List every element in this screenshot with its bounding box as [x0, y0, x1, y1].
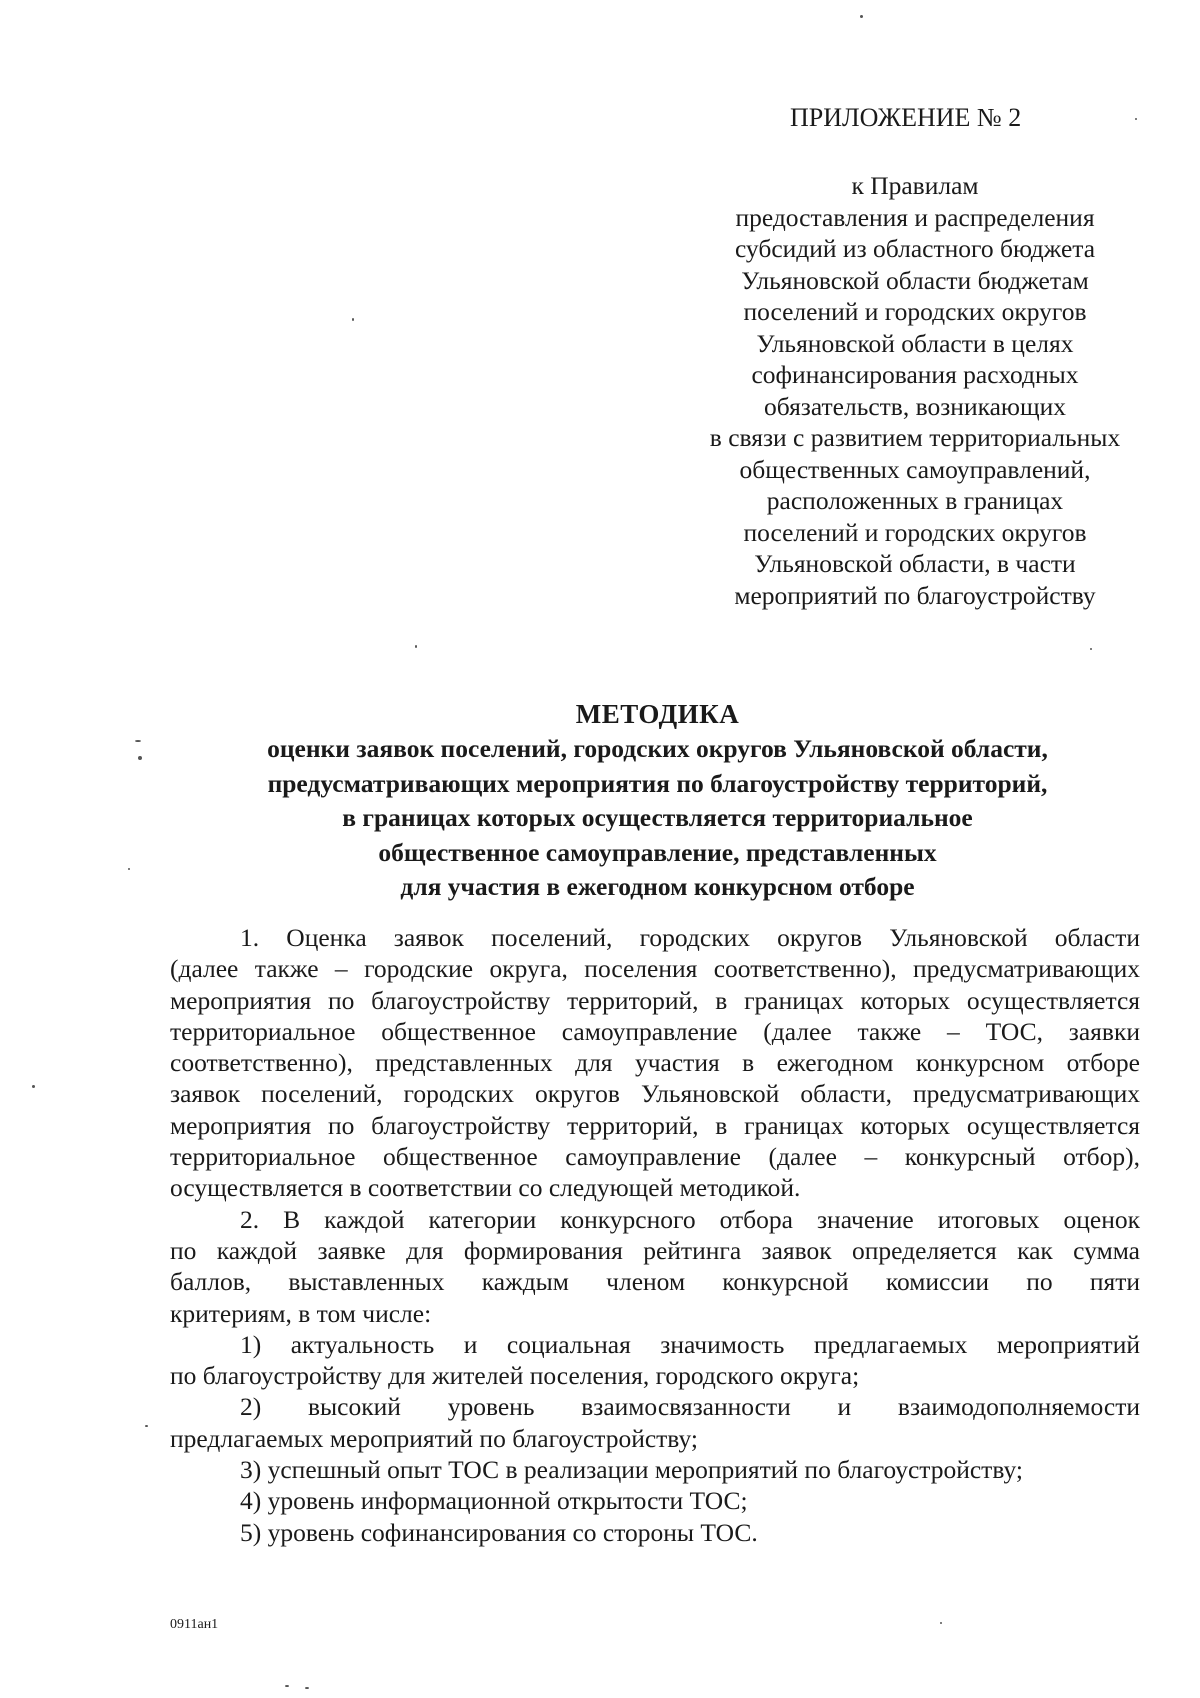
criterion-5 [170, 1517, 1140, 1548]
subtitle-line: предусматривающих мероприятия по благоустройству территорий, [267, 768, 1048, 798]
text-line: 1) актуальность и социальная значимость предлагаемых мероприятий [240, 1329, 1140, 1359]
scan-speck [860, 15, 863, 18]
reference-line: мероприятий по благоустройству [734, 580, 1096, 610]
scan-speck [940, 1622, 942, 1624]
document-title-block [170, 696, 1145, 905]
text-line: мероприятия по благоустройству территорий, в границах которых осуществляется [170, 985, 1140, 1015]
text-line: баллов, выставленных каждым членом конкурсной комиссии по пяти [170, 1267, 1140, 1297]
appendix-reference [680, 170, 1150, 611]
subtitle-line: в границах которых осуществляется территориальное [342, 803, 973, 832]
reference-line: Ульяновской области в целях [756, 328, 1074, 358]
text-line: территориальное общественное самоуправление (далее – конкурсный отбор), [170, 1142, 1140, 1172]
text-line: 4) уровень информационной открытости ТОС; [240, 1486, 748, 1516]
subtitle-line: общественное самоуправление, представленных [378, 837, 937, 867]
scan-speck [138, 756, 142, 760]
scan-speck [32, 1085, 35, 1088]
scan-speck [135, 740, 141, 742]
text-line: 5) уровень софинансирования со стороны ТОС. [240, 1517, 758, 1547]
reference-line: общественных самоуправлений, [739, 454, 1091, 484]
text-line: 3) успешный опыт ТОС в реализации мероприятий по благоустройству; [240, 1455, 1023, 1485]
reference-line: софинансирования расходных [751, 360, 1079, 389]
document-body [170, 922, 1140, 1548]
text-line: критериям, в том числе: [170, 1298, 432, 1328]
reference-line: в связи с развитием территориальных [709, 423, 1121, 452]
text-line: 1. Оценка заявок поселений, городских округов Ульяновской области [240, 923, 1140, 952]
paragraph-2 [170, 1204, 1140, 1329]
subtitle-line: оценки заявок поселений, городских округов Ульяновской области, [267, 734, 1048, 763]
reference-line: предоставления и распределения [735, 202, 1095, 232]
scan-speck [128, 868, 130, 870]
subtitle-line: для участия в ежегодном конкурсном отборе [400, 872, 915, 901]
document-title: МЕТОДИКА [575, 699, 740, 729]
reference-line: поселений и городских округов [743, 517, 1087, 547]
text-line: 2. В каждой категории конкурсного отбора значение итоговых оценок [240, 1204, 1140, 1234]
text-line: заявок поселений, городских округов Ульяновской области, предусматривающих [170, 1079, 1140, 1109]
scan-speck [352, 318, 354, 321]
text-line: по каждой заявке для формирования рейтинга заявок определяется как сумма [170, 1235, 1140, 1265]
text-line: 2) высокий уровень взаимосвязанности и взаимодополняемости [240, 1392, 1140, 1422]
reference-line: обязательств, возникающих [763, 391, 1066, 421]
text-line: территориальное общественное самоуправление (далее также – ТОС, заявки [170, 1016, 1140, 1046]
reference-line: Ульяновской области бюджетам [741, 265, 1089, 295]
text-line: (далее также – городские округа, поселения соответственно), предусматривающих [170, 954, 1140, 984]
paragraph-1 [170, 922, 1140, 1204]
reference-line: расположенных в границах [766, 486, 1064, 515]
scan-speck [1135, 118, 1137, 120]
reference-line: Ульяновской области, в части [754, 549, 1076, 578]
appendix-number: ПРИЛОЖЕНИЕ № 2 [790, 103, 1022, 132]
criterion-3 [170, 1454, 1140, 1485]
reference-line: к Правилам [851, 171, 979, 200]
text-line: соответственно), представленных для участия в ежегодном конкурсном отборе [170, 1048, 1140, 1078]
criterion-1 [170, 1329, 1140, 1392]
text-line: по благоустройству для жителей поселения, городского округа; [170, 1361, 860, 1391]
footer-document-code: 0911ан1 [170, 1617, 219, 1632]
text-line: осуществляется в соответствии со следующей методикой. [170, 1173, 801, 1203]
scan-speck [305, 1687, 309, 1689]
text-line: предлагаемых мероприятий по благоустройству; [170, 1423, 698, 1453]
text-line: мероприятия по благоустройству территорий, в границах которых осуществляется [170, 1110, 1140, 1140]
scan-speck [285, 1685, 289, 1687]
scan-speck [1090, 648, 1092, 650]
document-subtitle [170, 732, 1145, 905]
scan-speck [145, 1425, 148, 1427]
criterion-2 [170, 1391, 1140, 1454]
scan-speck [415, 645, 417, 648]
reference-line: субсидий из областного бюджета [734, 234, 1096, 263]
criterion-4 [170, 1485, 1140, 1516]
reference-line: поселений и городских округов [743, 297, 1087, 326]
